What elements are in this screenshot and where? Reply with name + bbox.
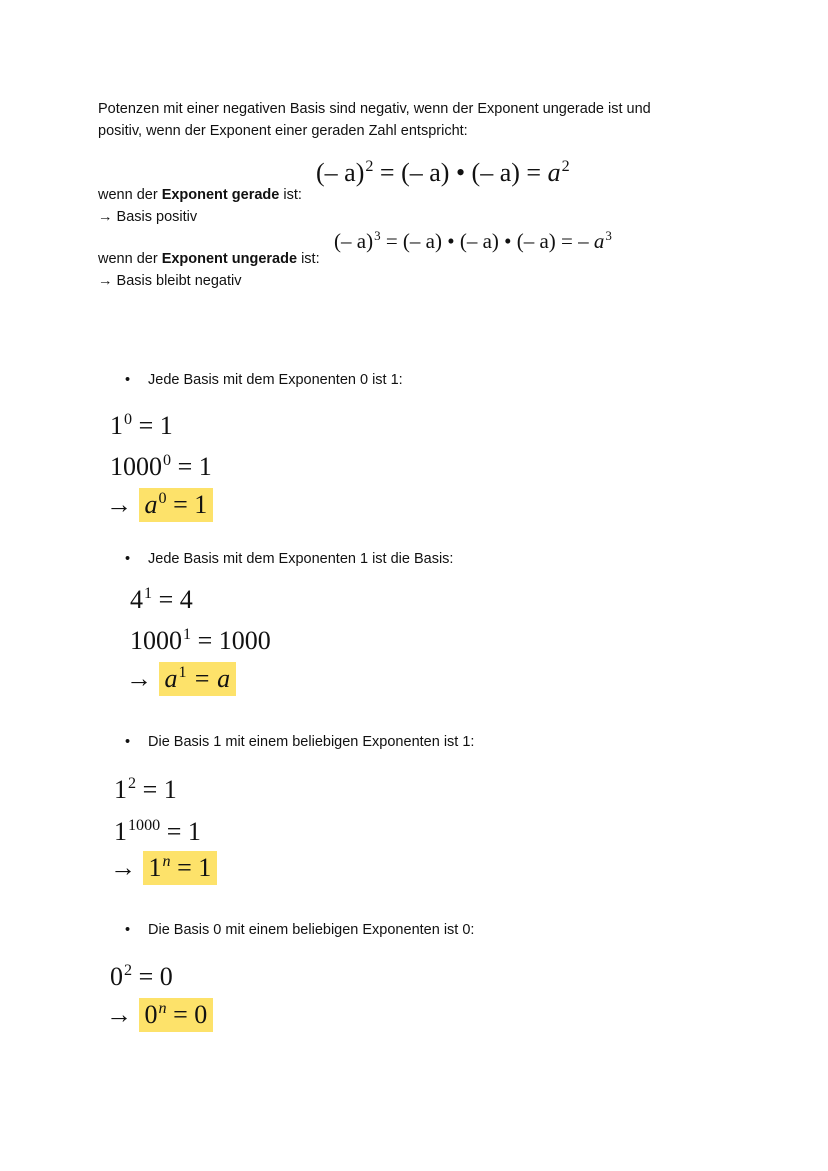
example-formula: $4^1 = 4$ <box>130 585 193 614</box>
example-formula: $1000^1 = 1000$ <box>130 626 271 655</box>
highlighted-rule: $a^1 = a$ <box>159 662 237 696</box>
bullet-dot: • <box>125 734 131 750</box>
rule-base-zero-bullet: • Die Basis 0 mit einem beliebigen Exponenten ist 0: <box>148 919 474 941</box>
intro-line-1: Potenzen mit einer negativen Basis sind negativ, wenn der Exponent ungerade ist und <box>98 101 651 117</box>
intro-line-2: positiv, wenn der Exponent einer geraden Zahl entspricht: <box>98 123 468 139</box>
example-formula: $1^2 = 1$ <box>114 775 177 804</box>
general-rule-formula <box>126 666 236 692</box>
arrow-icon: → <box>126 664 152 693</box>
even-exponent-formula: (– a)$^2$ = (– a) • (– $a) = a^2$ <box>316 158 570 187</box>
example-formula: $0^2 = 0$ <box>110 962 173 991</box>
bullet-dot: • <box>125 372 131 388</box>
odd-exponent-note: → Basis bleibt negativ <box>98 273 242 289</box>
arrow-icon: → <box>110 853 136 882</box>
even-exponent-label: wenn der Exponent gerade ist: <box>98 187 302 203</box>
general-rule-formula <box>106 1002 213 1028</box>
bullet-dot: • <box>125 551 131 567</box>
rule-base-one-bullet: • Die Basis 1 mit einem beliebigen Exponenten ist 1: <box>148 731 474 753</box>
arrow-icon: → <box>106 1000 132 1029</box>
highlighted-rule: $a^0 = 1$ <box>139 488 214 522</box>
example-formula: $1^0 = 1$ <box>110 411 173 440</box>
example-formula: $1000^0 = 1$ <box>110 452 212 481</box>
odd-exponent-formula: (– a)$^3$ = (– a) • (– a) • (– a) = – $a^3$ <box>334 227 612 253</box>
arrow-icon: → <box>106 490 132 519</box>
highlighted-rule: $0^n = 0$ <box>139 998 214 1032</box>
example-formula: $1^{1000} = 1$ <box>114 817 201 846</box>
highlighted-rule: $1^n = 1$ <box>143 851 218 885</box>
bullet-dot: • <box>125 922 131 938</box>
rule-exponent-one-bullet: • Jede Basis mit dem Exponenten 1 ist die Basis: <box>148 548 453 570</box>
odd-exponent-label: wenn der Exponent ungerade ist: <box>98 251 320 267</box>
general-rule-formula <box>106 492 213 518</box>
general-rule-formula <box>110 855 217 881</box>
rule-exponent-zero-bullet: • Jede Basis mit dem Exponenten 0 ist 1: <box>148 369 403 391</box>
even-exponent-note: → Basis positiv <box>98 209 198 225</box>
